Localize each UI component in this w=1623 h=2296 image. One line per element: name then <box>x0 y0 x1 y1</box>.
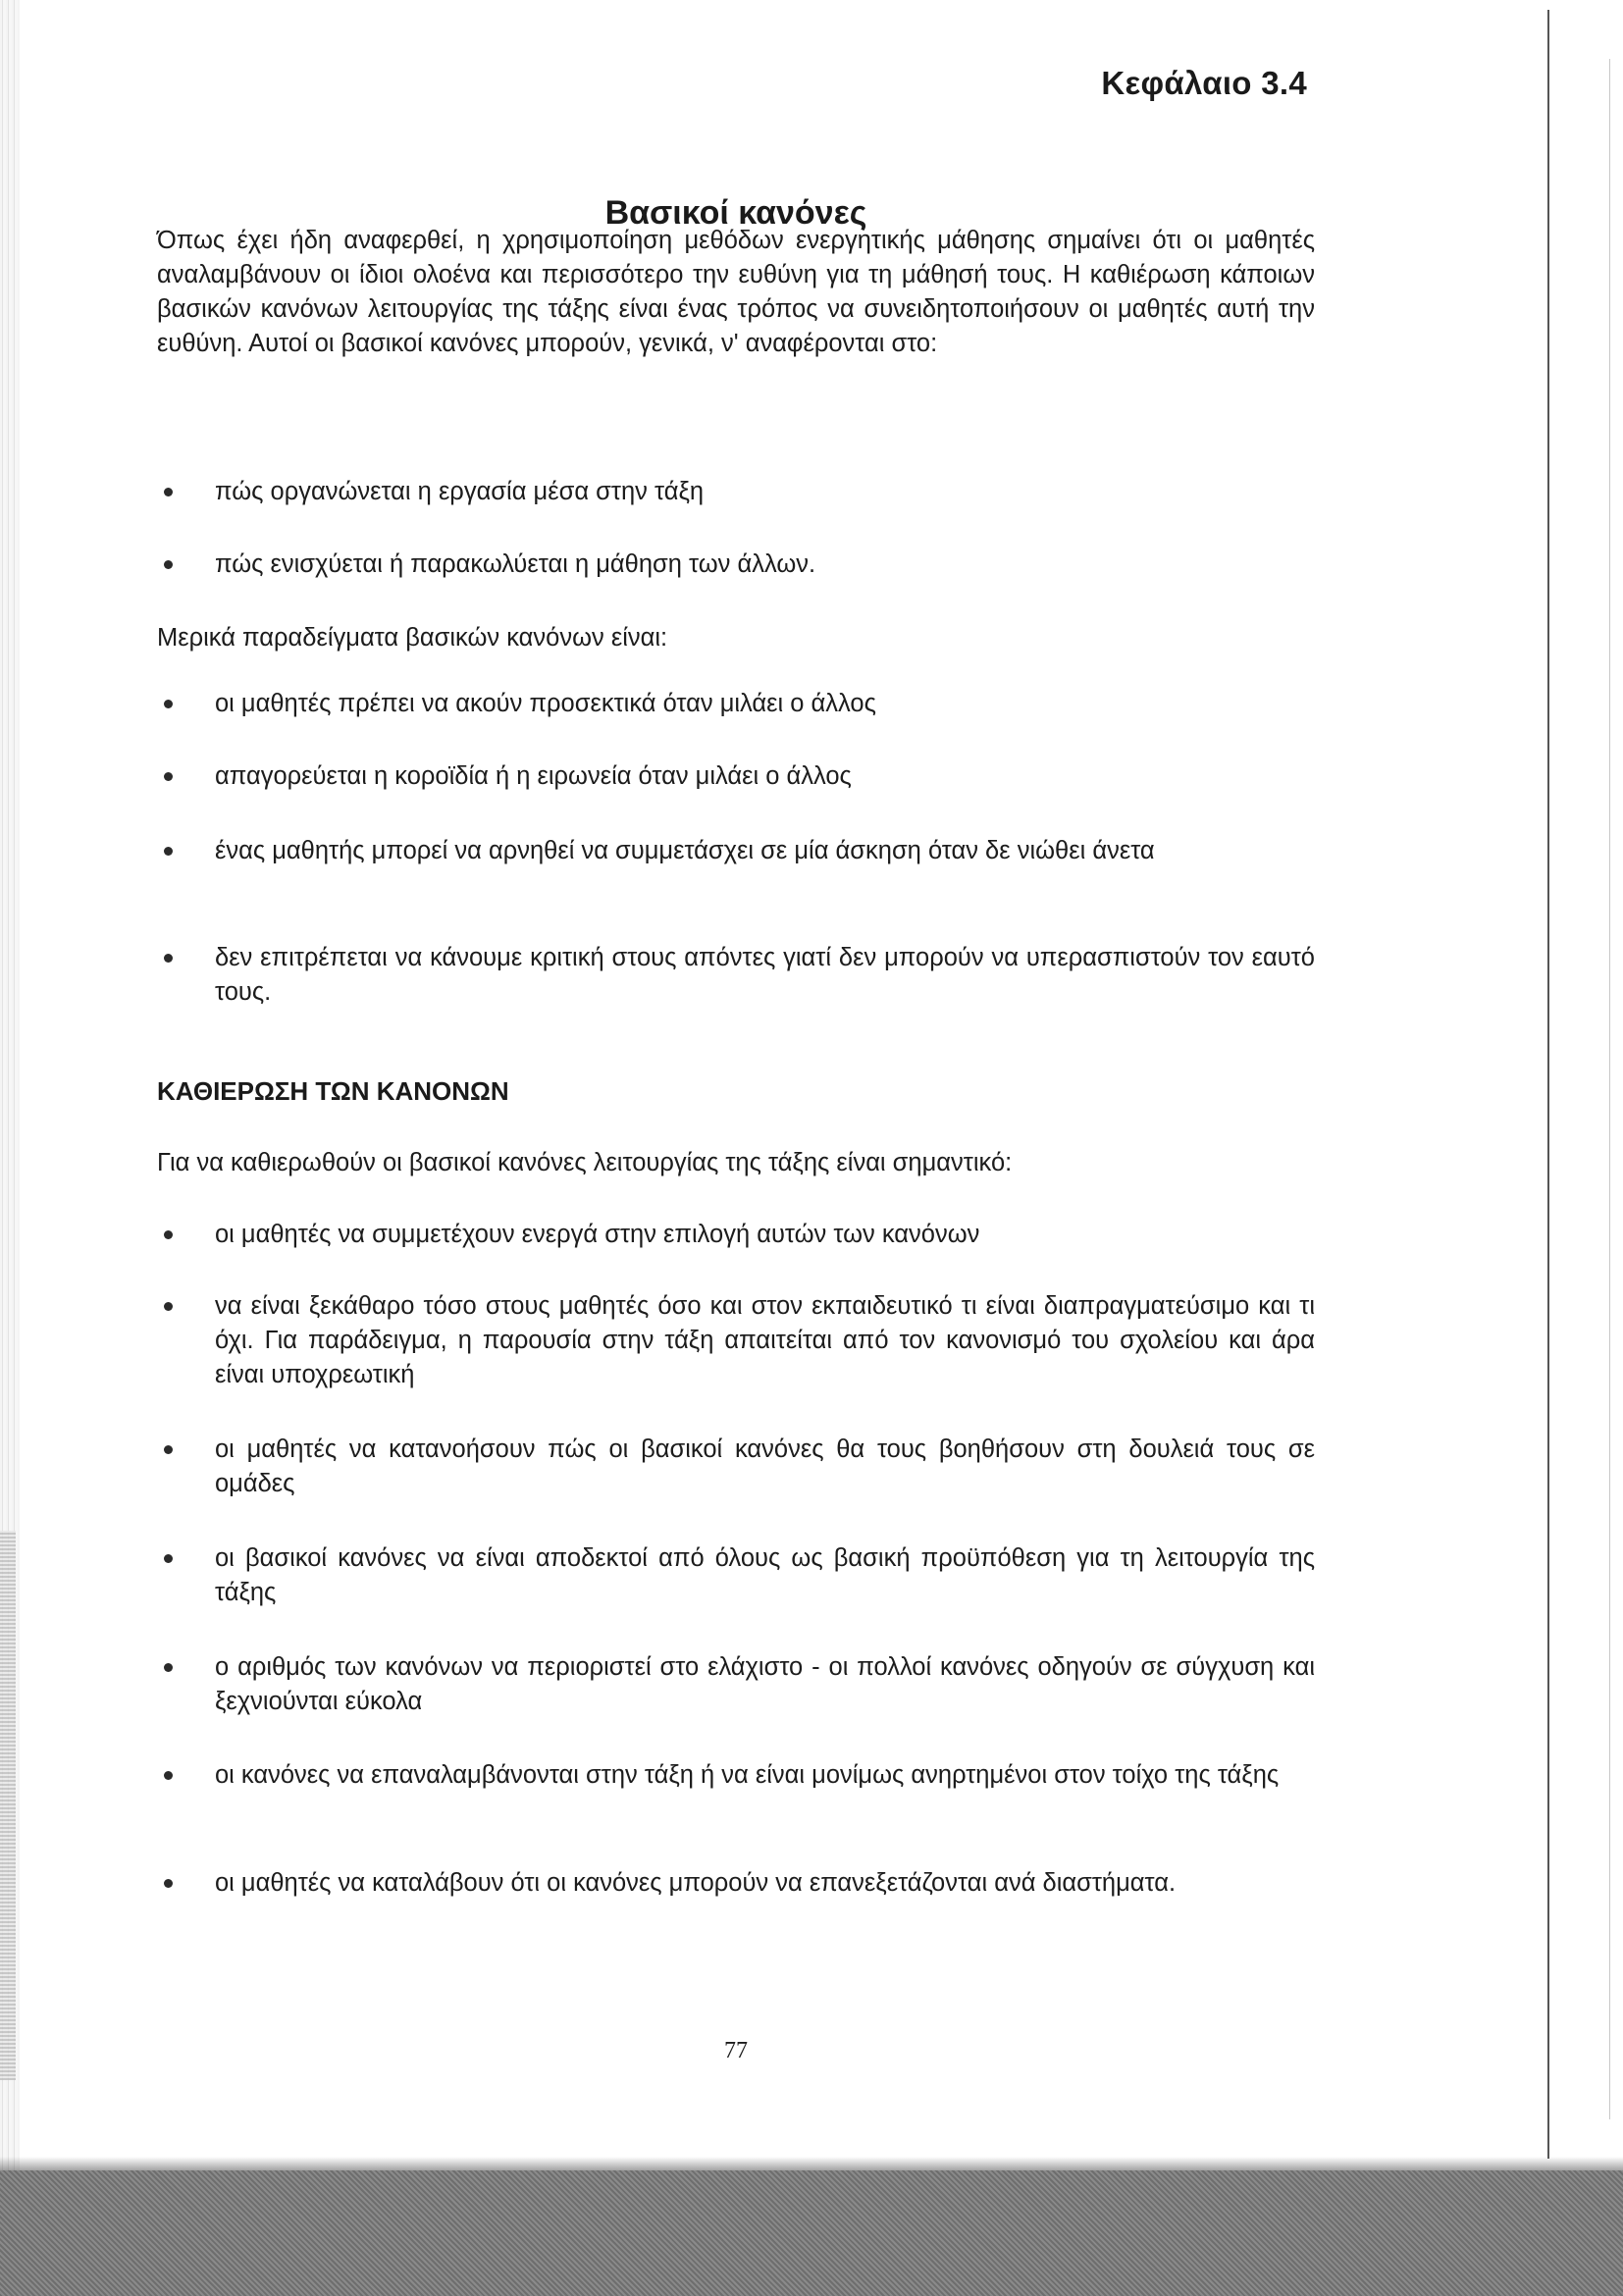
examples-intro: Μερικά παραδείγματα βασικών κανόνων είναι: <box>157 624 668 652</box>
list-item <box>164 834 1315 868</box>
bullet-icon <box>164 1230 173 1239</box>
bullet-icon <box>164 1879 173 1888</box>
bullet-icon <box>164 1554 173 1563</box>
scan-line-right <box>1609 59 1610 2119</box>
list-item-text: πώς ενισχύεται ή παρακωλύεται η μάθηση των άλλων. <box>215 550 816 578</box>
list-item <box>164 1289 1315 1392</box>
bullet-icon <box>164 1445 173 1454</box>
scan-shadow-bottom <box>0 2157 1623 2170</box>
list-item-text: απαγορεύεται η κοροϊδία ή η ειρωνεία όταν μιλάει ο άλλος <box>215 762 852 790</box>
list-item-text: ένας μαθητής μπορεί να αρνηθεί να συμμετάσχει σε μία άσκηση όταν δε νιώθει άνετα <box>215 837 1155 864</box>
bullet-icon <box>164 700 173 708</box>
list-item-text: οι μαθητές να καταλάβουν ότι οι κανόνες μπορούν να επανεξετάζονται ανά διαστήματα. <box>215 1869 1177 1897</box>
bullet-icon <box>164 488 173 496</box>
list-item-text: δεν επιτρέπεται να κάνουμε κριτική στους απόντες γιατί δεν μπορούν να υπερασπιστούν τον εαυτό τους. <box>215 944 1315 1006</box>
list-item <box>164 941 1315 1010</box>
list-item-text: οι μαθητές πρέπει να ακούν προσεκτικά όταν μιλάει ο άλλος <box>215 690 876 717</box>
list-item-text: ο αριθμός των κανόνων να περιοριστεί στο ελάχιστο - οι πολλοί κανόνες οδηγούν σε σύγχυση και ξεχνιούνται εύκολα <box>215 1653 1315 1715</box>
list-item <box>164 687 1315 721</box>
bullet-icon <box>164 772 173 781</box>
list-item <box>164 1650 1315 1719</box>
list-item <box>164 1218 1315 1252</box>
list-item <box>164 1758 1315 1793</box>
bullet-icon <box>164 1663 173 1672</box>
list-item <box>164 1866 1315 1901</box>
bullet-icon <box>164 847 173 856</box>
bullet-icon <box>164 1771 173 1780</box>
list-item <box>164 759 1315 794</box>
list-item <box>164 548 1315 582</box>
bullet-icon <box>164 1302 173 1311</box>
list-item <box>164 1433 1315 1501</box>
section-intro: Για να καθιερωθούν οι βασικοί κανόνες λειτουργίας της τάξης είναι σημαντικό: <box>157 1149 1013 1176</box>
list-item-text: να είναι ξεκάθαρο τόσο στους μαθητές όσο και στον εκπαιδευτικό τι είναι διαπραγματεύσιμο και τι όχι. Για παράδειγμα, η παρουσία στην τάξη απαιτείται από τον κανονισμό του σχολείου και άρα είναι υποχρεωτική <box>215 1292 1315 1388</box>
page-edge-line <box>1547 10 1549 2159</box>
chapter-label: Κεφάλαιο 3.4 <box>1101 65 1307 101</box>
intro-paragraph: Όπως έχει ήδη αναφερθεί, η χρησιμοποίηση μεθόδων ενεργητικής μάθησης σημαίνει ότι οι μαθητές αναλαμβάνουν οι ίδιοι ολοένα και περισσότερο την ευθύνη για τη μάθησή τους. Η καθιέρωση κάποιων βασικών κανόνων λειτουργίας της τάξης είναι ένας τρόπος να συνειδητοποιήσουν οι μαθητές αυτή την ευθύνη. Αυτοί οι βασικοί κανόνες μπορούν, γενικά, ν' αναφέρονται στο: <box>157 227 1315 357</box>
list-item-text: πώς οργανώνεται η εργασία μέσα στην τάξη <box>215 478 705 505</box>
list-item-text: οι βασικοί κανόνες να είναι αποδεκτοί από όλους ως βασική προϋπόθεση για τη λειτουργία της τάξης <box>215 1544 1315 1606</box>
bullet-icon <box>164 560 173 569</box>
list-item-text: οι μαθητές να συμμετέχουν ενεργά στην επιλογή αυτών των κανόνων <box>215 1221 980 1248</box>
list-item-text: οι κανόνες να επαναλαμβάνονται στην τάξη ή να είναι μονίμως ανηρτημένοι στον τοίχο της τάξης <box>215 1761 1280 1789</box>
page-title: Βασικοί κανόνες <box>604 194 867 232</box>
bullet-icon <box>164 954 173 963</box>
page-number: 77 <box>724 2038 748 2063</box>
list-item <box>164 1541 1315 1610</box>
scan-edge-bottom <box>0 2170 1623 2296</box>
scan-shadow-left <box>0 1531 16 2080</box>
list-item-text: οι μαθητές να κατανοήσουν πώς οι βασικοί κανόνες θα τους βοηθήσουν στη δουλειά τους σε ομάδες <box>215 1435 1315 1497</box>
list-item <box>164 475 1315 509</box>
section-heading: ΚΑΘΙΕΡΩΣΗ ΤΩΝ ΚΑΝΟΝΩΝ <box>157 1076 509 1106</box>
